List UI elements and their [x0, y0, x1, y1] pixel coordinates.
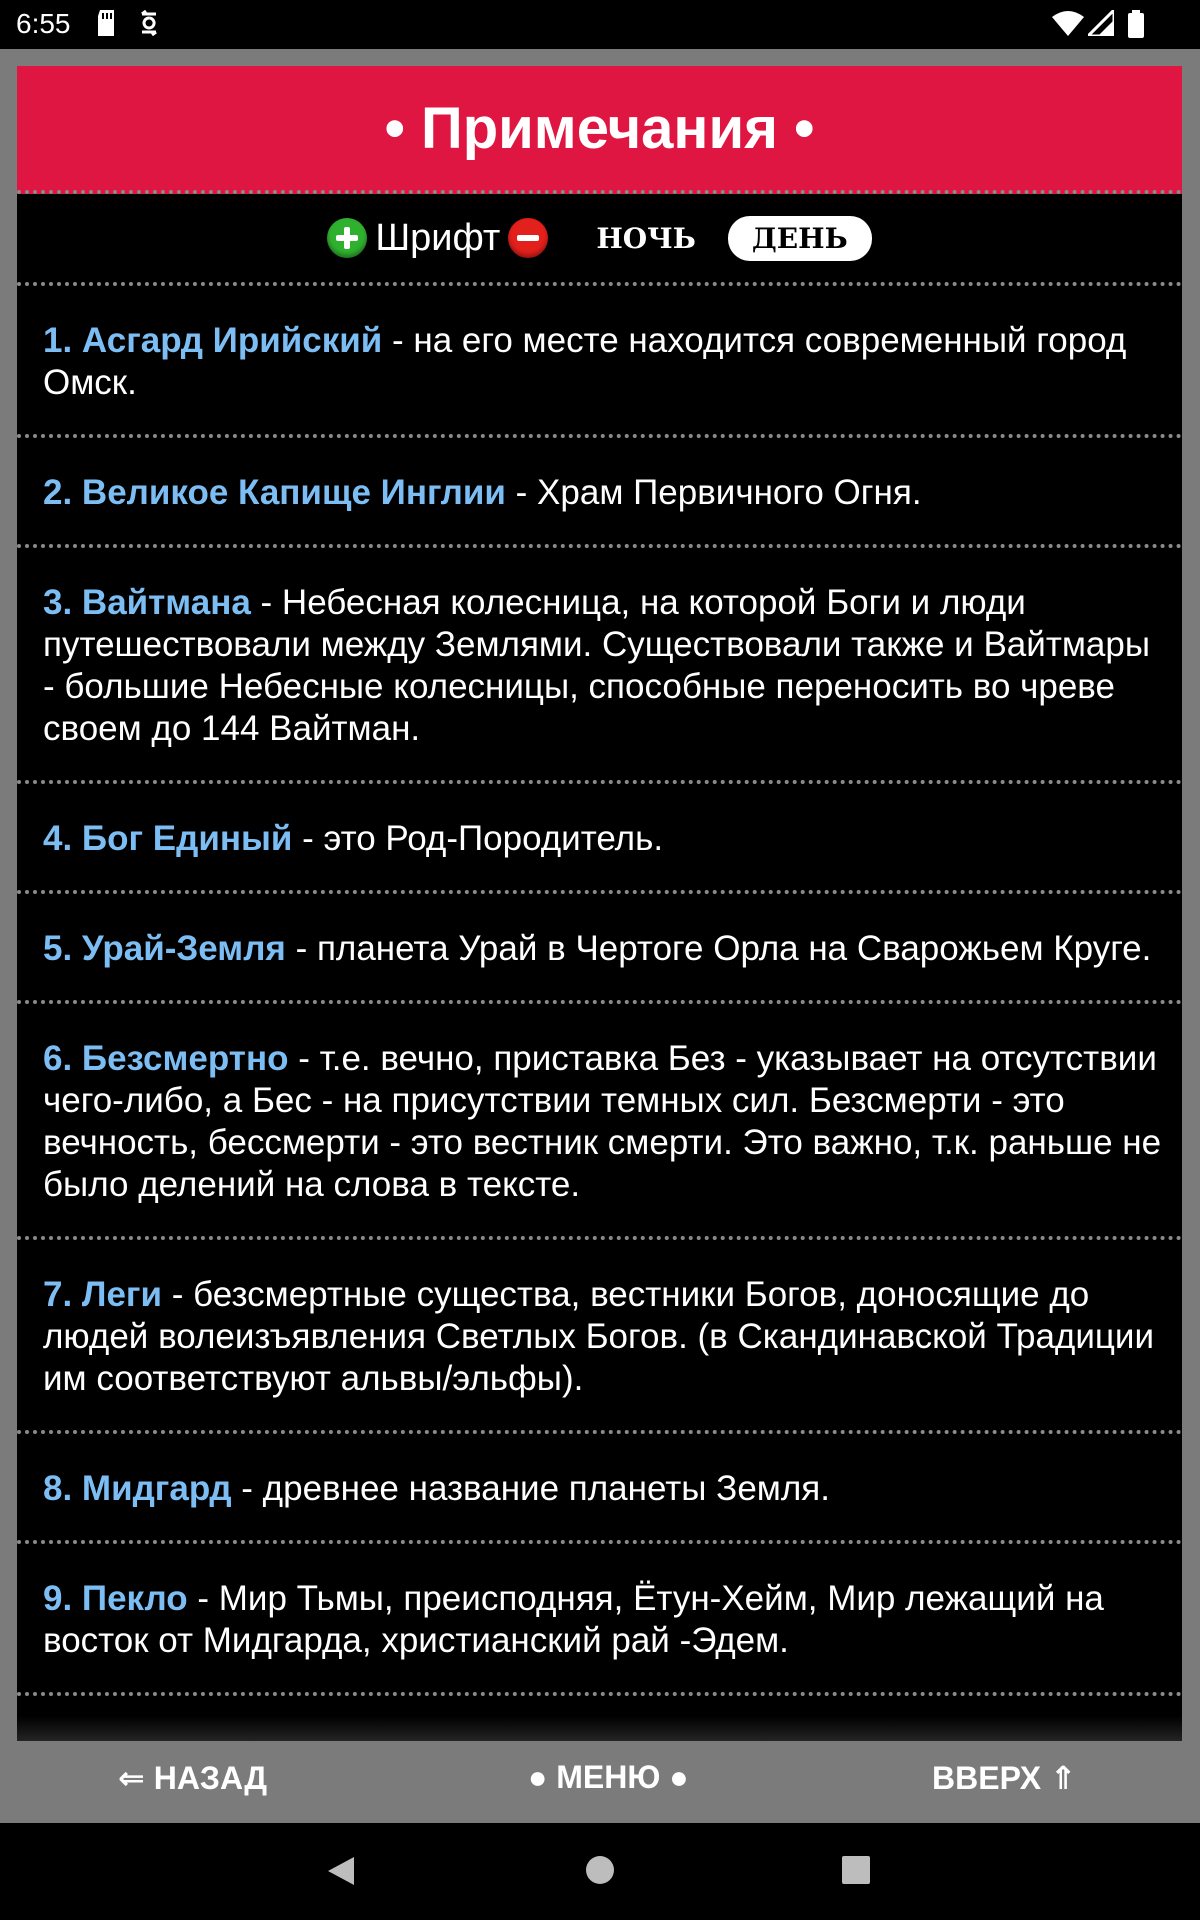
note-term: 2. Великое Капище Инглии	[43, 473, 506, 512]
note-text: - Небесная колесница, на которой Боги и люди путешествовали между Землями. Существовали также и Вайтмары - большие Небесные колесницы, способные переносить во чреве своем до 144 Вайтман.	[43, 583, 1150, 748]
list-item	[17, 438, 1182, 548]
minus-icon	[517, 235, 539, 241]
list-item	[17, 784, 1182, 894]
list-item	[17, 548, 1182, 784]
list-item	[17, 1544, 1182, 1696]
recents-square-icon[interactable]	[842, 1856, 870, 1889]
list-item	[17, 894, 1182, 1004]
note-text: - безсмертные существа, вестники Богов, доносящие до людей волеизъявления Светлых Богов. (в Скандинавской Традиции им соответствуют альвы/эльфы).	[43, 1275, 1155, 1398]
signal-icon	[1088, 10, 1114, 43]
list-item	[17, 1004, 1182, 1240]
font-decrease-button[interactable]	[508, 218, 548, 258]
sd-card-icon	[96, 10, 116, 43]
list-item	[17, 286, 1182, 438]
home-circle-icon[interactable]	[585, 1855, 615, 1890]
notes-list	[17, 286, 1182, 1696]
menu-button[interactable]: ● МЕНЮ ●	[528, 1759, 689, 1795]
list-item	[17, 1434, 1182, 1544]
plus-icon-vertical	[344, 227, 350, 249]
note-text: - планета Урай в Чертоге Орла на Сварожьем Круге.	[285, 929, 1152, 968]
notes-page[interactable]	[17, 66, 1182, 1741]
note-term: 8. Мидгард	[43, 1469, 232, 1508]
note-term: 3. Вайтмана	[43, 583, 251, 622]
note-term: 7. Леги	[43, 1275, 163, 1314]
sync-icon	[138, 10, 160, 43]
battery-icon	[1128, 10, 1144, 45]
note-text: - т.е. вечно, приставка Без - указывает на отсутствии чего-либо, а Бес - на присутствии темных сил. Безсмерти - это вечность, бессмерти - это вестник смерти. Это важно, т.к. раньше не было делений на слова в тексте.	[43, 1039, 1162, 1204]
note-text: - на его месте находится современный город Омск.	[43, 321, 1127, 402]
status-time: 6:55	[16, 8, 71, 39]
bottom-nav	[0, 1741, 1200, 1823]
note-text: - Мир Тьмы, преисподняя, Ётун-Хейм, Мир лежащий на восток от Мидгарда, христианский рай -Эдем.	[43, 1579, 1104, 1660]
scroll-fade	[17, 1716, 1182, 1741]
font-label: Шрифт	[375, 216, 501, 259]
display-controls	[17, 194, 1182, 286]
title-bar	[17, 66, 1182, 194]
status-bar	[0, 0, 1200, 49]
wifi-icon	[1052, 10, 1084, 43]
note-term: 5. Урай-Земля	[43, 929, 286, 968]
back-button[interactable]: ⇐ НАЗАД	[118, 1760, 268, 1796]
list-item	[17, 1240, 1182, 1434]
font-increase-button[interactable]	[327, 218, 367, 258]
night-mode-button[interactable]: НОЧЬ	[596, 221, 696, 255]
system-nav-bar	[0, 1823, 1200, 1920]
note-term: 4. Бог Единый	[43, 819, 293, 858]
scroll-top-button[interactable]: ВВЕРХ ⇑	[932, 1760, 1077, 1796]
note-term: 6. Безсмертно	[43, 1039, 289, 1078]
note-text: - древнее название планеты Земля.	[231, 1469, 830, 1508]
page-title: • Примечания •	[384, 95, 815, 161]
note-term: 1. Асгард Ирийский	[43, 321, 383, 360]
note-text: - Храм Первичного Огня.	[505, 473, 922, 512]
day-mode-button[interactable]: ДЕНЬ	[728, 216, 872, 261]
back-triangle-icon[interactable]	[326, 1855, 356, 1892]
note-text: - это Род-Породитель.	[292, 819, 664, 858]
note-term: 9. Пекло	[43, 1579, 188, 1618]
